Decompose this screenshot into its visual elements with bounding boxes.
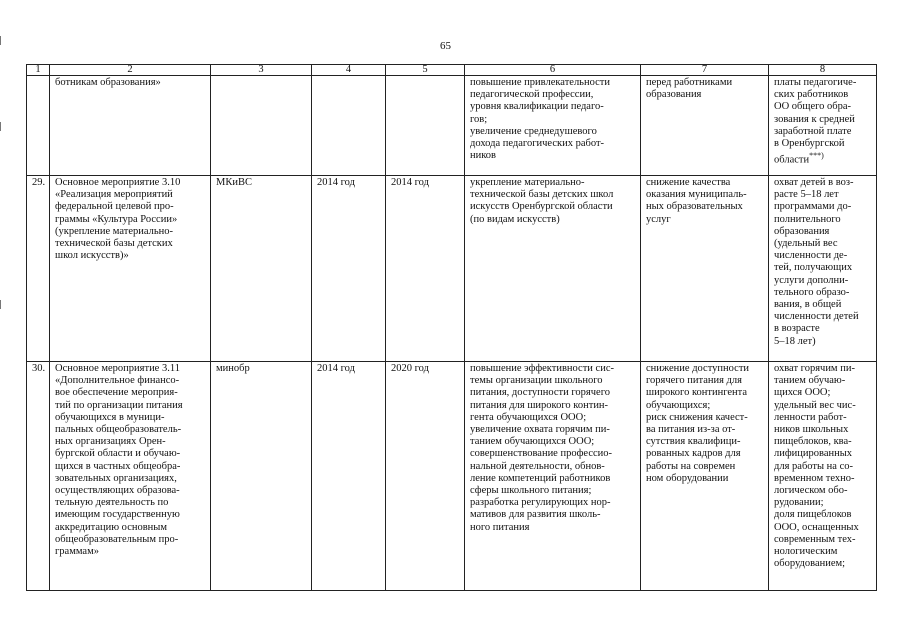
column-number: 6 bbox=[465, 65, 641, 76]
column-number: 1 bbox=[27, 65, 50, 76]
column-number-header-row bbox=[27, 65, 877, 76]
start-year-cell bbox=[312, 76, 386, 176]
end-year-cell bbox=[386, 76, 465, 176]
end-year-cell: 2020 год bbox=[386, 362, 465, 591]
indicator-cell: платы педагогиче- ских работников ОО общего обра- зования к средней заработной плате в Оренбургской области***) bbox=[769, 76, 877, 176]
table-row bbox=[27, 176, 877, 362]
executor-cell: минобр bbox=[211, 362, 312, 591]
start-year-cell: 2014 год bbox=[312, 362, 386, 591]
indicator-cell: охват детей в воз- расте 5–18 лет программами до- полнительного образования (удельный вес численности де- тей, получающих услуги дополни- тельного образо- вания, в общей численности детей в возрасте 5–18 лет) bbox=[769, 176, 877, 362]
activity-name-cell: Основное мероприятие 3.11 «Дополнительное финансо- вое обеспечение мероприя- тий по организации питания обучающихся в муници- пальных общеобразователь- ных организациях Орен- бургской области и обучаю- щихся в частных общеобра- зовательных организациях, осуществляющих образова- тельную деятельность по имеющим государственную аккредитацию основным общеобразовательным про- граммам» bbox=[50, 362, 211, 591]
activity-name-cell: Основное мероприятие 3.10 «Реализация мероприятий федеральной целевой про- граммы «Культура России» (укрепление материально- технической базы детских школ искусств)» bbox=[50, 176, 211, 362]
activity-name-cell: ботникам образования» bbox=[50, 76, 211, 176]
consequence-cell: снижение доступности горячего питания для широкого контингента обучающихся; риск снижения качест- ва питания из-за от- сутствия квалифици- рованных кадров для работы на современ ном оборудовании bbox=[641, 362, 769, 591]
margin-mark bbox=[0, 36, 1, 45]
indicator-cell: охват горячим пи- танием обучаю- щихся ООО; удельный вес чис- ленности работ- ников школьных пищеблоков, ква- лифицированных для работы на со- временном техно- логическом обо- рудовании; доля пищеблоков ООО, оснащенных современным тех- нологическим оборудованием; bbox=[769, 362, 877, 591]
table-row-continuation bbox=[27, 76, 877, 176]
column-number: 7 bbox=[641, 65, 769, 76]
expected-outcome-cell: повышение привлекательности педагогической профессии, уровня квалификации педаго- гов; увеличение среднедушевого дохода педагогических работ- ников bbox=[465, 76, 641, 176]
row-number-cell: 30. bbox=[27, 362, 50, 591]
end-year-cell: 2014 год bbox=[386, 176, 465, 362]
column-number: 2 bbox=[50, 65, 211, 76]
column-number: 4 bbox=[312, 65, 386, 76]
row-number-cell bbox=[27, 76, 50, 176]
consequence-cell: перед работниками образования bbox=[641, 76, 769, 176]
executor-cell: МКиВС bbox=[211, 176, 312, 362]
footnote-mark: ***) bbox=[809, 151, 824, 161]
margin-mark bbox=[0, 122, 1, 131]
start-year-cell: 2014 год bbox=[312, 176, 386, 362]
page-number: 65 bbox=[440, 40, 451, 52]
expected-outcome-cell: повышение эффективности сис- темы организации школьного питания, доступности горячего питания для широкого контин- гента обучающихся ООО; увеличение охвата горячим пи- танием обучающихся ООО; совершенствование профессио- нальной деятельности, обнов- ление компетенций работников сферы школьного питания; разработка регулирующих нор- мативов для развития школь- ного питания bbox=[465, 362, 641, 591]
activities-table bbox=[26, 64, 877, 591]
column-number: 8 bbox=[769, 65, 877, 76]
expected-outcome-cell: укрепление материально- технической базы детских школ искусств Оренбургской области (по видам искусств) bbox=[465, 176, 641, 362]
executor-cell bbox=[211, 76, 312, 176]
column-number: 3 bbox=[211, 65, 312, 76]
column-number: 5 bbox=[386, 65, 465, 76]
margin-mark bbox=[0, 300, 1, 309]
row-number-cell: 29. bbox=[27, 176, 50, 362]
consequence-cell: снижение качества оказания муниципаль- ных образовательных услуг bbox=[641, 176, 769, 362]
table-row bbox=[27, 362, 877, 591]
